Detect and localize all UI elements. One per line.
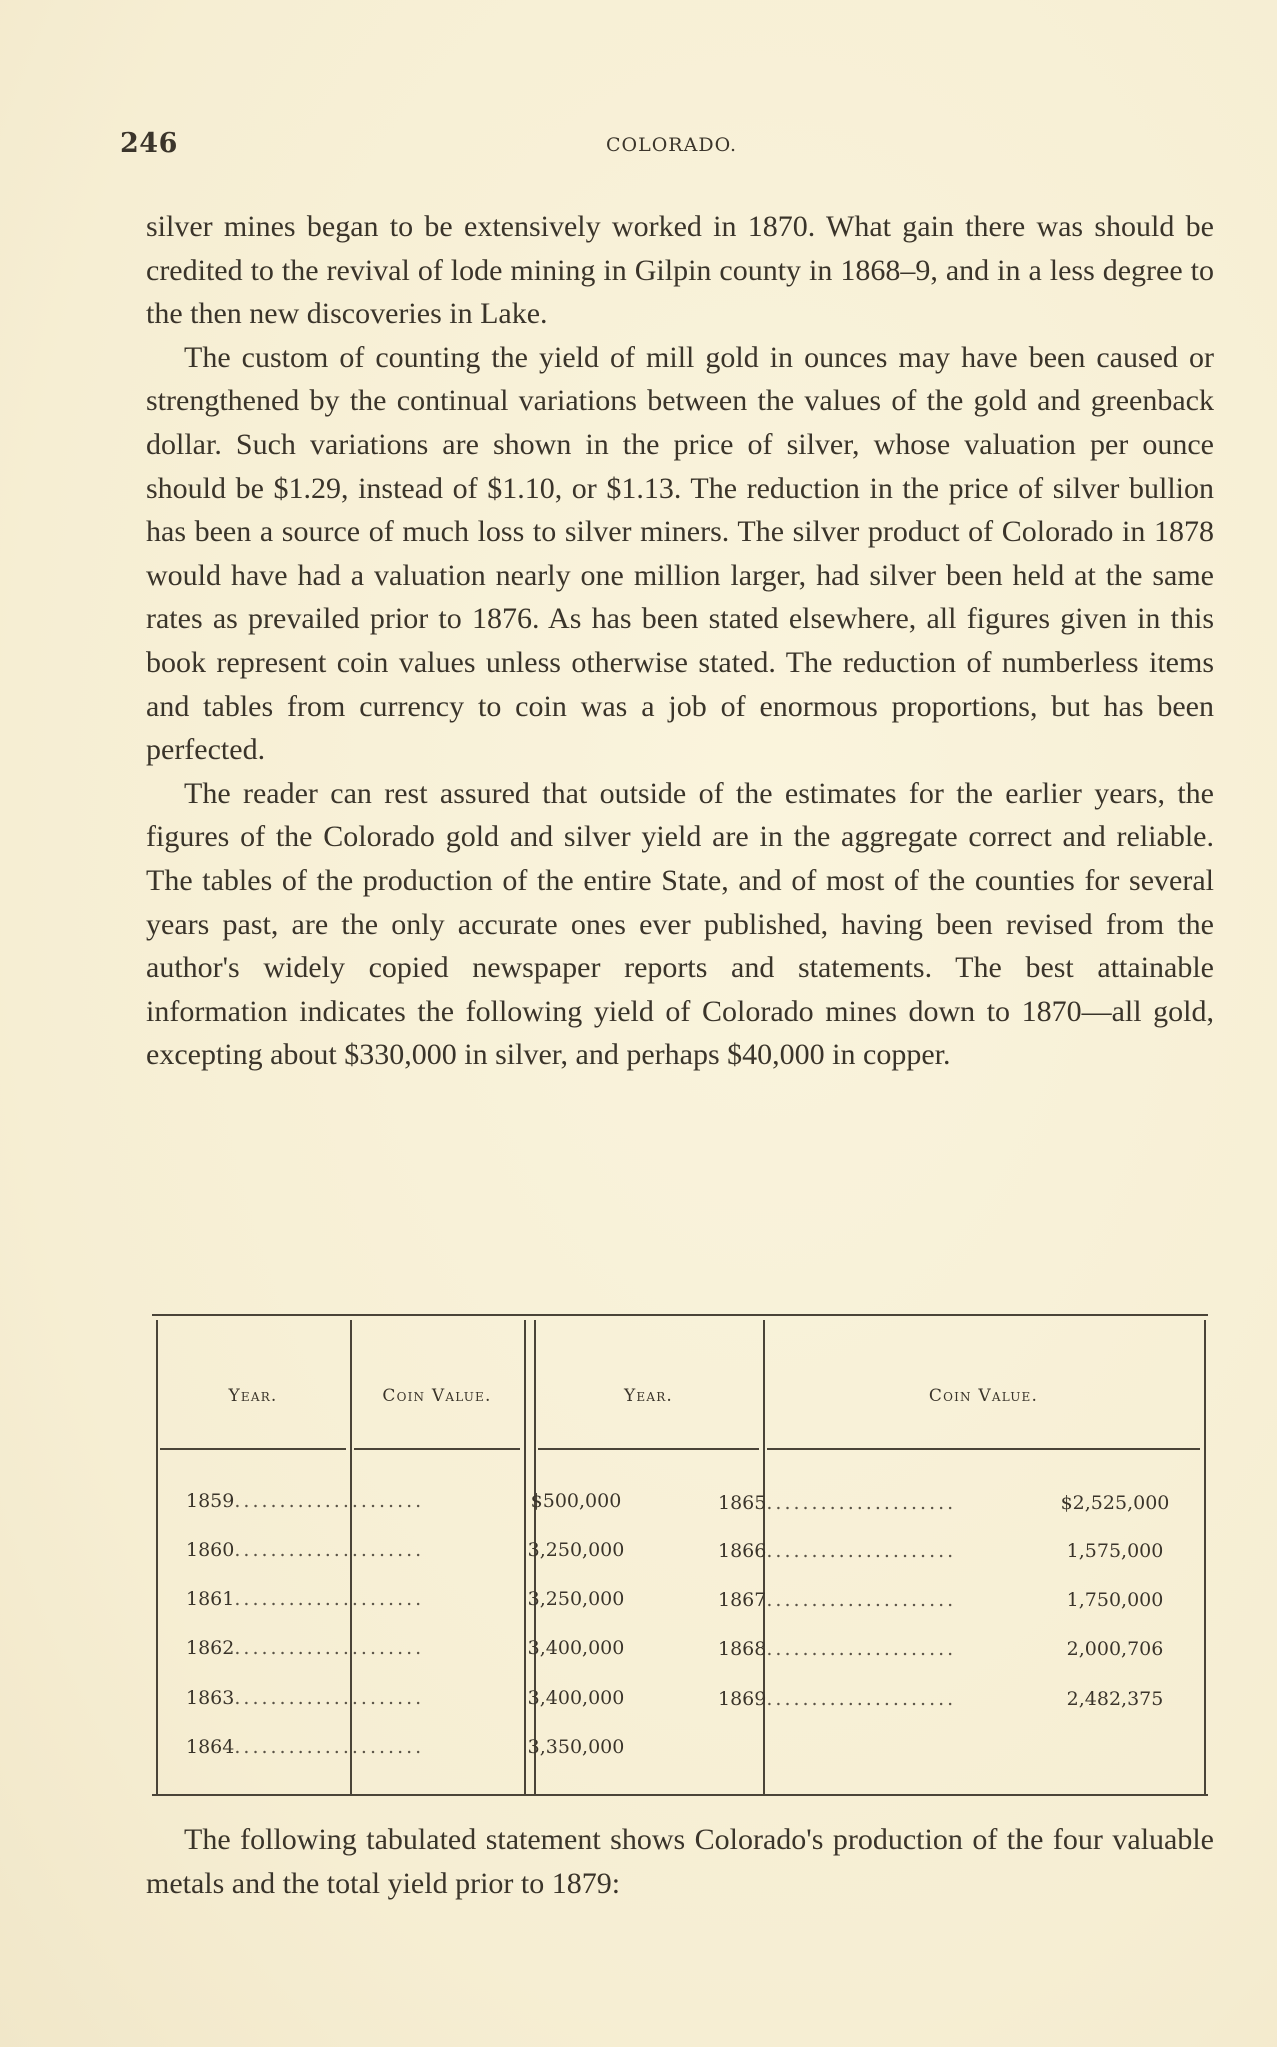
running-title: COLORADO. [606, 134, 738, 156]
body-text [146, 205, 1214, 1077]
header-year-left: Year. [228, 1386, 278, 1406]
table-bottom-rule [152, 1794, 1208, 1796]
header-underline [160, 1448, 346, 1450]
table-row: 1868..................... [718, 1638, 957, 1660]
page-number: 246 [120, 128, 178, 159]
table-row: 1862..................... [186, 1637, 425, 1659]
table-cell-value: 3,250,000 [527, 1539, 625, 1561]
table-cell-value: 1,575,000 [1066, 1540, 1164, 1562]
paragraph-3: The reader can rest assured that outside of the estimates for the earlier years, the figures of the Colorado gold and silver yield are in the aggregate correct and reliable. The tables of the production of the entire State, and of most of the counties for several years past, are the only accurate ones ever published, having been revised from the author's widely copied newspaper reports and statements. The best attainable information indicates the following yield of Colorado mines down to 1870—all gold, excepting about $330,000 in silver, and perhaps $40,000 in copper. [146, 776, 1214, 1072]
table-cell-value: $500,000 [530, 1490, 622, 1512]
header-underline [538, 1448, 759, 1450]
table-cell-value: 2,000,706 [1066, 1638, 1164, 1660]
table-cell-value: $2,525,000 [1060, 1492, 1170, 1514]
table-divider [156, 1320, 158, 1794]
table-row: 1863..................... [186, 1687, 425, 1709]
header-underline [354, 1448, 520, 1450]
table-row: 1861..................... [186, 1588, 425, 1610]
table-cell-value: 2,482,375 [1066, 1688, 1164, 1710]
table-cell-value: 1,750,000 [1066, 1589, 1164, 1611]
table-top-rule [152, 1314, 1208, 1316]
paragraph-1: silver mines began to be extensively worked in 1870. What gain there was should be credited to the revival of lode mining in Gilpin county in 1868–9, and in a less degree to the then new discoveries in Lake. [146, 210, 1214, 331]
running-head [120, 128, 1220, 168]
table-cell-value: 3,400,000 [527, 1637, 625, 1659]
table-row: 1864..................... [186, 1736, 425, 1758]
table-cell-value: 3,350,000 [527, 1736, 625, 1758]
paragraph-2: The custom of counting the yield of mill gold in ounces may have been caused or strengthened by the continual variations between the values of the gold and greenback dollar. Such variations are shown in the price of silver, whose valuation per ounce should be $1.29, instead of $1.10, or $1.13. The reduction in the price of silver bullion has been a source of much loss to silver miners. The silver product of Colorado in 1878 would have had a valuation nearly one million larger, had silver been held at the same rates as prevailed prior to 1876. As has been stated elsewhere, all figures given in this book represent coin values unless otherwise stated. The reduction of numberless items and tables from currency to coin was a job of enormous proportions, but has been perfected. [146, 340, 1214, 767]
closing-paragraph: The following tabulated statement shows Colorado's production of the four valuable metals and the total yield prior to 1879: [146, 1823, 1214, 1900]
table-row: 1860..................... [186, 1539, 425, 1561]
table-row: 1865..................... [718, 1492, 957, 1514]
table-cell-value: 3,250,000 [527, 1588, 625, 1610]
header-year-right: Year. [623, 1386, 674, 1406]
table-row: 1866..................... [718, 1540, 957, 1562]
header-coin-value-right: Coin Value. [928, 1386, 1039, 1406]
table-row: 1869..................... [718, 1688, 957, 1710]
table-row: 1867..................... [718, 1589, 957, 1611]
table-row: 1859..................... [186, 1490, 425, 1512]
header-coin-value-left: Coin Value. [382, 1386, 492, 1406]
header-underline [767, 1448, 1200, 1450]
table-cell-value: 3,400,000 [527, 1687, 625, 1709]
